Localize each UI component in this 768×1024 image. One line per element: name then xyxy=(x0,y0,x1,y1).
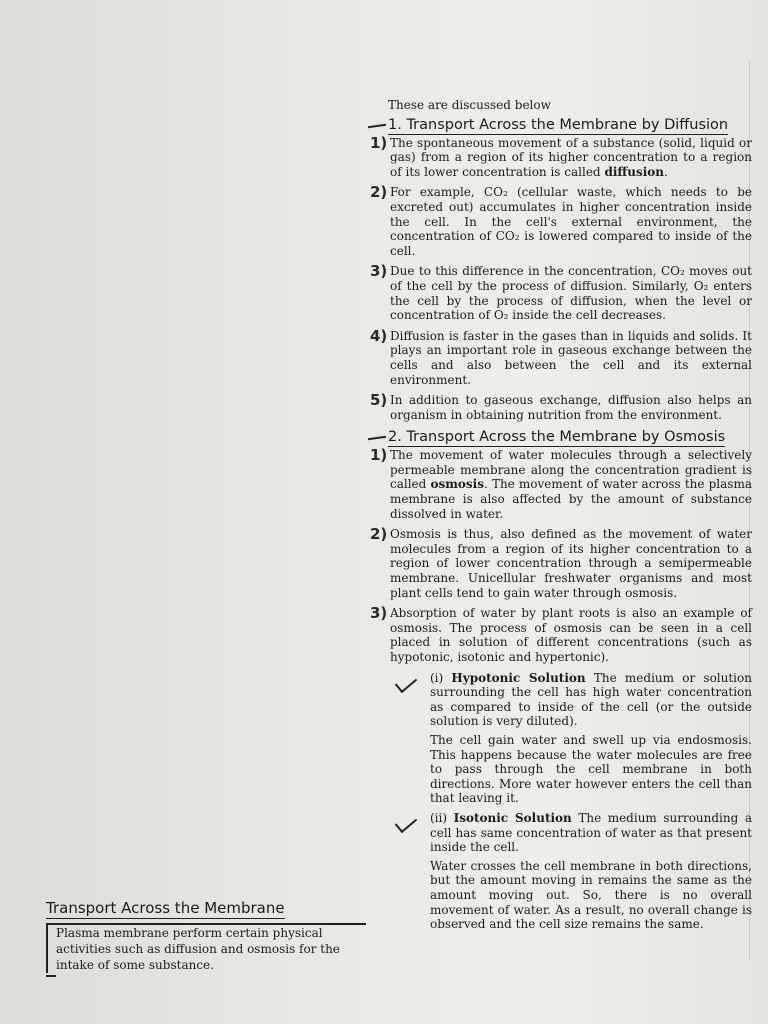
sidebar-box xyxy=(46,898,366,973)
check-mark-icon xyxy=(395,671,417,692)
check-mark-icon xyxy=(395,812,417,833)
diffusion-para-3: 3) Due to this difference in the concentration, CO₂ moves out of the cell by the process of diffusion. Similarly, O₂ enters the cell by the process of diffusion, when the level or concentration of O₂ inside the cell decreases. xyxy=(370,262,752,323)
isotonic-item: (ii) Isotonic Solution The medium surrounding a cell has same concentration of water as that present inside the cell. xyxy=(368,811,752,855)
diffusion-para-4: 4) Diffusion is faster in the gases than in liquids and solids. It plays an important role in gaseous exchange between the cells and also between the cell and its external environment. xyxy=(370,326,752,387)
section1-heading: 1. Transport Across the Membrane by Diffusion xyxy=(368,116,752,134)
diffusion-para-5: 5) In addition to gaseous exchange, diffusion also helps an organism in obtaining nutrition from the environment. xyxy=(370,391,752,422)
osmosis-para-1: 1) The movement of water molecules through a selectively permeable membrane along the concentration gradient is called osmosis. The movement of water across the plasma membrane is also affected by the amount of substance dissolved in water. xyxy=(370,446,752,521)
diffusion-para-2: 2) For example, CO₂ (cellular waste, which needs to be excreted out) accumulates in higher concentration inside the cell. In the cell's external environment, the concentration of CO₂ is lowered compared to inside of the cell. xyxy=(370,183,752,258)
isotonic-continuation: Water crosses the cell membrane in both directions, but the amount moving in remains the same as the amount moving out. So, there is no overall movement of water. As a result, no overall change is observed and the cell size remains the same. xyxy=(430,858,752,932)
sidebar-heading: Transport Across the Membrane xyxy=(46,899,285,917)
sidebar-text: Plasma membrane perform certain physical activities such as diffusion and osmosis for the intake of some substance. xyxy=(46,923,366,973)
diffusion-para-1: 1) The spontaneous movement of a substance (solid, liquid or gas) from a region of its higher concentration to a region of its lower concentration is called diffusion. xyxy=(370,133,752,179)
osmosis-para-2: 2) Osmosis is thus, also defined as the movement of water molecules from a region of its higher concentration to a region of lower concentration through a semipermeable membrane. Unicellular freshwater organisms and most plant cells tend to gain water through osmosis. xyxy=(370,525,752,600)
pen-mark-icon xyxy=(368,436,386,440)
hypotonic-item: (i) Hypotonic Solution The medium or solution surrounding the cell has high water concentration as compared to inside of the cell (or the outside solution is very diluted). xyxy=(368,671,752,729)
pen-mark-icon xyxy=(368,123,386,127)
main-column xyxy=(368,98,752,937)
section2-heading: 2. Transport Across the Membrane by Osmosis xyxy=(368,428,752,446)
hypotonic-continuation: The cell gain water and swell up via endosmosis. This happens because the water molecules are free to pass through the cell membrane in both directions. More water however enters the cell than that leaving it. xyxy=(430,732,752,806)
osmosis-para-3: 3) Absorption of water by plant roots is also an example of osmosis. The process of osmosis can be seen in a cell placed in solution of different concentrations (such as hypotonic, isotonic and hypertonic). xyxy=(370,604,752,664)
intro-text: These are discussed below xyxy=(388,98,551,112)
